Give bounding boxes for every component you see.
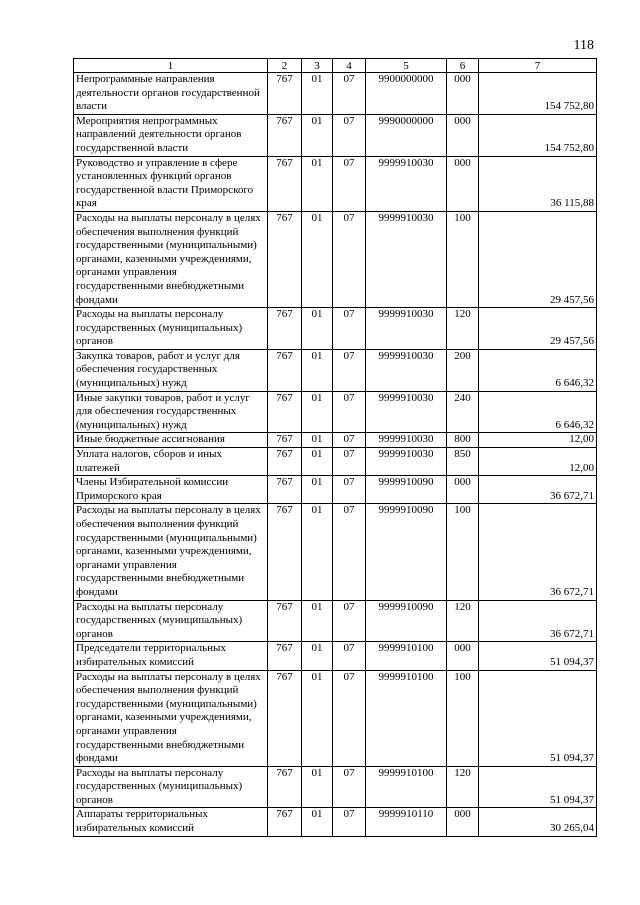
department-code: 767 xyxy=(268,308,302,350)
subsection-code: 07 xyxy=(333,156,366,211)
table-row xyxy=(74,156,597,211)
subsection-code: 07 xyxy=(333,114,366,156)
amount-value: 36 672,71 xyxy=(479,600,597,642)
target-article-code: 9999910100 xyxy=(366,766,447,808)
expense-type-code: 100 xyxy=(447,504,479,600)
expense-type-code: 100 xyxy=(447,211,479,307)
section-code: 01 xyxy=(302,808,333,836)
section-code: 01 xyxy=(302,391,333,433)
budget-item-name: Аппараты территориальных избирательных комиссий xyxy=(74,808,268,836)
target-article-code: 9999910030 xyxy=(366,349,447,391)
amount-value: 154 752,80 xyxy=(479,114,597,156)
section-code: 01 xyxy=(302,600,333,642)
amount-value: 51 094,37 xyxy=(479,670,597,766)
expense-type-code: 850 xyxy=(447,448,479,476)
column-header: 5 xyxy=(366,59,447,73)
department-code: 767 xyxy=(268,808,302,836)
amount-value: 36 672,71 xyxy=(479,504,597,600)
expense-type-code: 200 xyxy=(447,349,479,391)
subsection-code: 07 xyxy=(333,670,366,766)
table-row xyxy=(74,73,597,115)
expense-type-code: 100 xyxy=(447,670,479,766)
table-row xyxy=(74,808,597,836)
budget-item-name: Иные закупки товаров, работ и услуг для обеспечения государственных (муниципальных) нужд xyxy=(74,391,268,433)
table-row xyxy=(74,766,597,808)
target-article-code: 9990000000 xyxy=(366,114,447,156)
section-code: 01 xyxy=(302,211,333,307)
department-code: 767 xyxy=(268,211,302,307)
department-code: 767 xyxy=(268,73,302,115)
column-header: 6 xyxy=(447,59,479,73)
expense-type-code: 000 xyxy=(447,114,479,156)
department-code: 767 xyxy=(268,670,302,766)
subsection-code: 07 xyxy=(333,448,366,476)
budget-item-name: Расходы на выплаты персоналу государственных (муниципальных) органов xyxy=(74,600,268,642)
subsection-code: 07 xyxy=(333,308,366,350)
target-article-code: 9999910100 xyxy=(366,642,447,670)
section-code: 01 xyxy=(302,642,333,670)
table-row xyxy=(74,600,597,642)
column-header: 2 xyxy=(268,59,302,73)
subsection-code: 07 xyxy=(333,433,366,448)
expense-type-code: 240 xyxy=(447,391,479,433)
table-row xyxy=(74,476,597,504)
budget-item-name: Расходы на выплаты персоналу в целях обеспечения выполнения функций государственными (муниципальными) органами, казенными учреждениями, органами управления государственными внебюджетными фондами xyxy=(74,211,268,307)
amount-value: 36 672,71 xyxy=(479,476,597,504)
budget-item-name: Иные бюджетные ассигнования xyxy=(74,433,268,448)
target-article-code: 9999910030 xyxy=(366,156,447,211)
target-article-code: 9999910030 xyxy=(366,211,447,307)
column-header: 7 xyxy=(479,59,597,73)
table-body xyxy=(74,73,597,837)
table-row xyxy=(74,670,597,766)
subsection-code: 07 xyxy=(333,391,366,433)
target-article-code: 9999910100 xyxy=(366,670,447,766)
department-code: 767 xyxy=(268,600,302,642)
section-code: 01 xyxy=(302,448,333,476)
table-row xyxy=(74,642,597,670)
budget-item-name: Непрограммные направления деятельности органов государственной власти xyxy=(74,73,268,115)
department-code: 767 xyxy=(268,433,302,448)
amount-value: 6 646,32 xyxy=(479,391,597,433)
subsection-code: 07 xyxy=(333,808,366,836)
budget-item-name: Мероприятия непрограммных направлений деятельности органов государственной власти xyxy=(74,114,268,156)
amount-value: 12,00 xyxy=(479,448,597,476)
amount-value: 29 457,56 xyxy=(479,211,597,307)
department-code: 767 xyxy=(268,448,302,476)
target-article-code: 9999910030 xyxy=(366,448,447,476)
department-code: 767 xyxy=(268,504,302,600)
amount-value: 29 457,56 xyxy=(479,308,597,350)
department-code: 767 xyxy=(268,476,302,504)
expense-type-code: 000 xyxy=(447,156,479,211)
budget-item-name: Расходы на выплаты персоналу государственных (муниципальных) органов xyxy=(74,308,268,350)
target-article-code: 9999910090 xyxy=(366,600,447,642)
table-row xyxy=(74,114,597,156)
table-row xyxy=(74,211,597,307)
table-row xyxy=(74,391,597,433)
subsection-code: 07 xyxy=(333,504,366,600)
subsection-code: 07 xyxy=(333,349,366,391)
budget-item-name: Уплата налогов, сборов и иных платежей xyxy=(74,448,268,476)
column-header: 4 xyxy=(333,59,366,73)
subsection-code: 07 xyxy=(333,211,366,307)
target-article-code: 9999910030 xyxy=(366,308,447,350)
section-code: 01 xyxy=(302,670,333,766)
department-code: 767 xyxy=(268,766,302,808)
section-code: 01 xyxy=(302,766,333,808)
expense-type-code: 800 xyxy=(447,433,479,448)
department-code: 767 xyxy=(268,349,302,391)
department-code: 767 xyxy=(268,156,302,211)
budget-item-name: Председатели территориальных избирательных комиссий xyxy=(74,642,268,670)
table-row xyxy=(74,349,597,391)
section-code: 01 xyxy=(302,349,333,391)
budget-item-name: Закупка товаров, работ и услуг для обеспечения государственных (муниципальных) нужд xyxy=(74,349,268,391)
section-code: 01 xyxy=(302,504,333,600)
table-row xyxy=(74,308,597,350)
subsection-code: 07 xyxy=(333,73,366,115)
subsection-code: 07 xyxy=(333,766,366,808)
expense-type-code: 000 xyxy=(447,476,479,504)
section-code: 01 xyxy=(302,476,333,504)
department-code: 767 xyxy=(268,114,302,156)
amount-value: 51 094,37 xyxy=(479,642,597,670)
expense-type-code: 000 xyxy=(447,642,479,670)
department-code: 767 xyxy=(268,391,302,433)
amount-value: 12,00 xyxy=(479,433,597,448)
target-article-code: 9999910030 xyxy=(366,433,447,448)
subsection-code: 07 xyxy=(333,642,366,670)
expense-type-code: 120 xyxy=(447,600,479,642)
budget-table xyxy=(73,58,597,837)
budget-item-name: Члены Избирательной комиссии Приморского края xyxy=(74,476,268,504)
table-row xyxy=(74,504,597,600)
amount-value: 36 115,88 xyxy=(479,156,597,211)
budget-item-name: Расходы на выплаты персоналу в целях обеспечения выполнения функций государственными (муниципальными) органами, казенными учреждениями, органами управления государственными внебюджетными фондами xyxy=(74,670,268,766)
section-code: 01 xyxy=(302,433,333,448)
section-code: 01 xyxy=(302,114,333,156)
target-article-code: 9999910090 xyxy=(366,504,447,600)
target-article-code: 9999910110 xyxy=(366,808,447,836)
expense-type-code: 000 xyxy=(447,73,479,115)
expense-type-code: 000 xyxy=(447,808,479,836)
page-number: 118 xyxy=(573,38,594,53)
section-code: 01 xyxy=(302,156,333,211)
amount-value: 6 646,32 xyxy=(479,349,597,391)
column-header: 1 xyxy=(74,59,268,73)
target-article-code: 9900000000 xyxy=(366,73,447,115)
budget-item-name: Расходы на выплаты персоналу в целях обеспечения выполнения функций государственными (муниципальными) органами, казенными учреждениями, органами управления государственными внебюджетными фондами xyxy=(74,504,268,600)
column-header: 3 xyxy=(302,59,333,73)
table-row xyxy=(74,448,597,476)
table-row xyxy=(74,433,597,448)
expense-type-code: 120 xyxy=(447,766,479,808)
amount-value: 154 752,80 xyxy=(479,73,597,115)
expense-type-code: 120 xyxy=(447,308,479,350)
amount-value: 51 094,37 xyxy=(479,766,597,808)
target-article-code: 9999910030 xyxy=(366,391,447,433)
header-row xyxy=(74,59,597,73)
department-code: 767 xyxy=(268,642,302,670)
section-code: 01 xyxy=(302,73,333,115)
budget-item-name: Руководство и управление в сфере установленных функций органов государственной власти Приморского края xyxy=(74,156,268,211)
subsection-code: 07 xyxy=(333,476,366,504)
section-code: 01 xyxy=(302,308,333,350)
target-article-code: 9999910090 xyxy=(366,476,447,504)
amount-value: 30 265,04 xyxy=(479,808,597,836)
budget-item-name: Расходы на выплаты персоналу государственных (муниципальных) органов xyxy=(74,766,268,808)
subsection-code: 07 xyxy=(333,600,366,642)
